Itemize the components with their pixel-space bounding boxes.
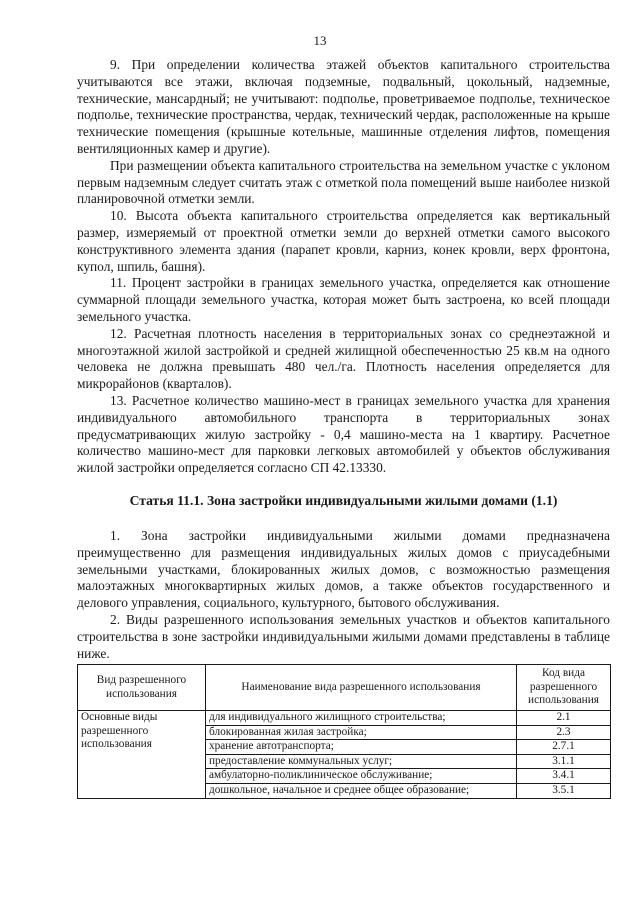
use-name-cell: блокированная жилая застройка; (206, 725, 517, 740)
use-name-cell: дошкольное, начальное и среднее общее образование; (206, 784, 517, 799)
header-use-name: Наименование вида разрешенного использования (206, 665, 517, 711)
use-name-cell: хранение автотранспорта; (206, 740, 517, 755)
article-paragraph-1: 1. Зона застройки индивидуальными жилыми домами предназначена преимущественно для размещения индивидуальных жилых домов с приусадебными земельными участками, блокированных жилых домов, с возможностью размещения малоэтажных многоквартирных жилых домов, а также объектов государственного и делового управления, социального, культурного, бытового обслуживания. (77, 527, 610, 611)
header-use-code: Код вида разрешенного использования (517, 665, 611, 711)
page-number: 13 (313, 33, 327, 48)
paragraph-13: 13. Расчетное количество машино-мест в границах земельного участка для хранения индивидуального автомобильного транспорта в территориальных зонах предусматривающих жилую застройку - 0,4 машино-места на 1 квартиру. Расчетное количество машино-мест для парковки легковых автомобилей у объектов обслуживания жилой застройки определяется согласно СП 42.13330. (77, 392, 610, 476)
permitted-uses-table (77, 664, 611, 798)
article-paragraph-2: 2. Виды разрешенного использования земельных участков и объектов капитального строительства в зоне застройки индивидуальными жилыми домами представлены в таблице ниже. (77, 611, 610, 661)
article-heading: Статья 11.1. Зона застройки индивидуальными жилыми домами (1.1) (129, 492, 558, 508)
table-row (78, 711, 611, 726)
table-header-row (78, 665, 611, 711)
use-code-cell: 2.1 (517, 711, 611, 726)
paragraph-9-slope: При размещении объекта капитального строительства на земельном участке с уклоном первым надземным следует считать этаж с отметкой пола помещений выше наиболее низкой планировочной отметки земли. (77, 157, 610, 207)
category-cell: Основные виды разрешенного использования (78, 711, 206, 799)
use-code-cell: 2.7.1 (517, 740, 611, 755)
document-body (77, 57, 610, 799)
use-code-cell: 3.1.1 (517, 754, 611, 769)
header-use-type: Вид разрешенного использования (78, 665, 206, 711)
paragraph-12: 12. Расчетная плотность населения в территориальных зонах со среднеэтажной и многоэтажной жилой застройкой и средней жилищной обеспеченностью 25 кв.м на одного человека не должна превышать 480 чел./га. Плотность населения определяется для микрорайонов (кварталов). (77, 325, 610, 392)
use-code-cell: 2.3 (517, 725, 611, 740)
use-code-cell: 3.5.1 (517, 784, 611, 799)
paragraph-9: 9. При определении количества этажей объектов капитального строительства учитываются все этажи, включая подземные, подвальный, цокольный, надземные, технические, мансардный; не учитывают: подполье, проветриваемое подполье, техническое подполье, технические пространства, чердак, технический чердак, расположенные на крыше технические помещения (крышные котельные, машинные отделения лифтов, помещения вентиляционных камер и другие). (77, 57, 610, 156)
use-code-cell: 3.4.1 (517, 769, 611, 784)
use-name-cell: для индивидуального жилищного строительства; (206, 711, 517, 726)
paragraph-10: 10. Высота объекта капитального строительства определяется как вертикальный размер, измеряемый от проектной отметки земли до верхней отметки самого высокого конструктивного элемента здания (парапет кровли, карниз, конек кровли, верх фронтона, купол, шпиль, башня). (77, 208, 610, 274)
use-name-cell: амбулаторно-поликлиническое обслуживание; (206, 769, 517, 784)
use-name-cell: предоставление коммунальных услуг; (206, 754, 517, 769)
paragraph-11: 11. Процент застройки в границах земельного участка, определяется как отношение суммарной площади земельного участка, которая может быть застроена, ко всей площади земельного участка. (77, 275, 610, 324)
